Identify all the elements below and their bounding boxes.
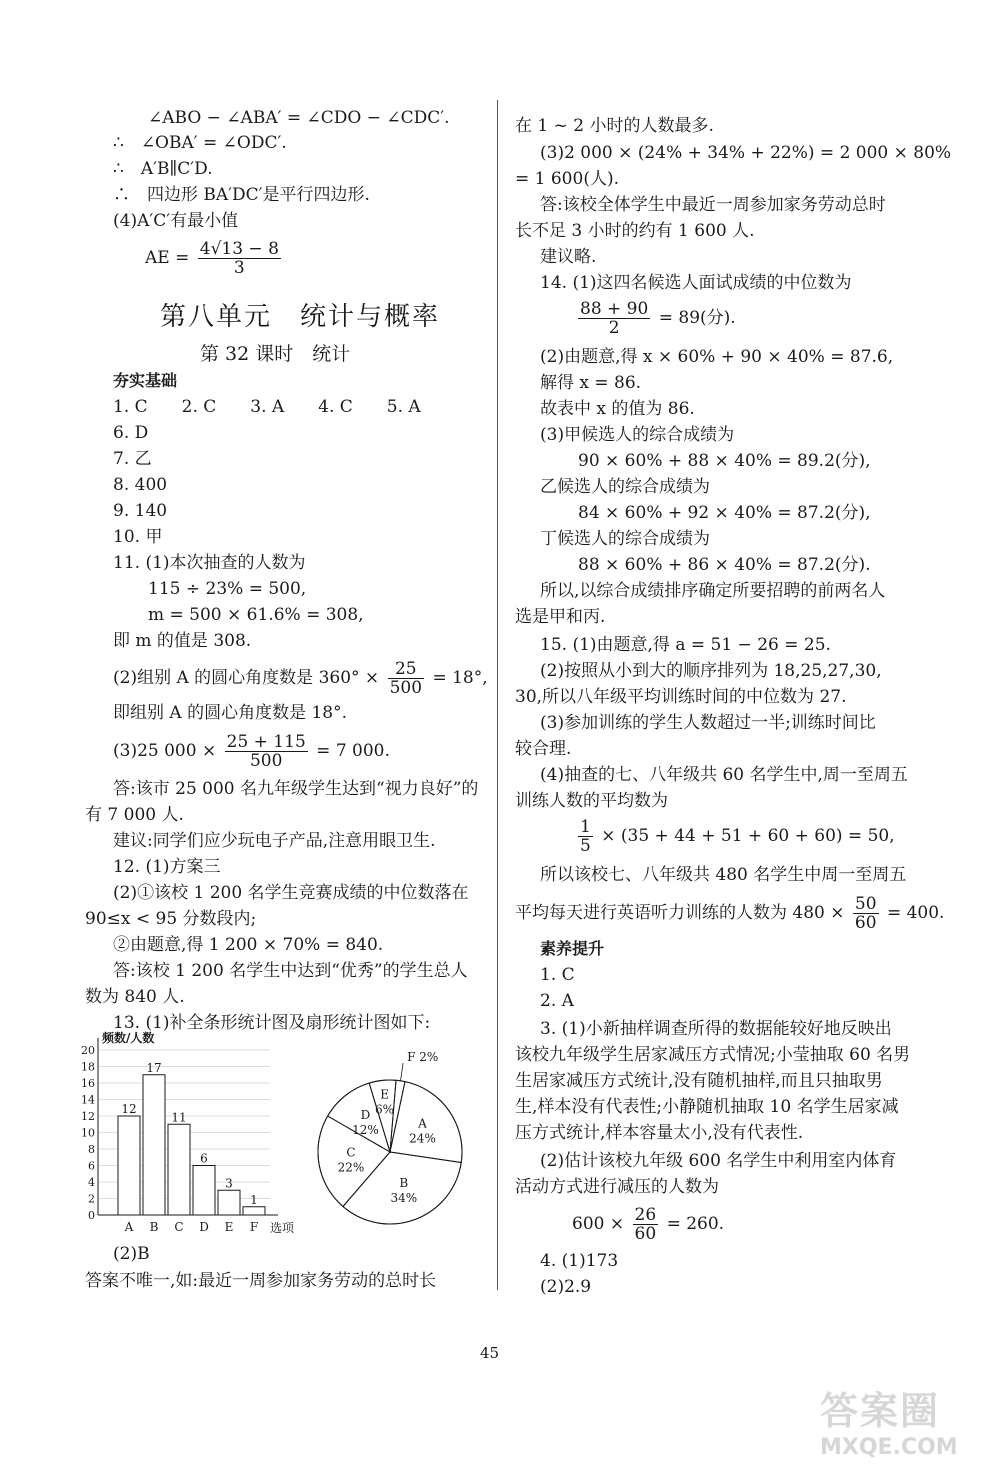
y-tick-label: 10: [81, 1126, 95, 1140]
lesson-title: 第 32 课时 统计: [200, 343, 351, 365]
pie-slice-percent: 24%: [409, 1131, 436, 1146]
answer-11-line-3: m = 500 × 61.6% = 308,: [148, 605, 364, 625]
section-heading-improve: 素养提升: [540, 939, 605, 958]
answer-11-line-8: 答:该市 25 000 名九年级学生达到“视力良好”的: [113, 779, 479, 799]
answer-8: 8. 400: [113, 475, 168, 495]
bar-value-label: 12: [121, 1102, 137, 1116]
numerator: 25: [388, 660, 424, 679]
r-line-15: 84 × 60% + 92 × 40% = 87.2(分),: [578, 503, 871, 523]
s-line-12: (2)2.9: [540, 1277, 592, 1297]
r-line-11: 故表中 x 的值为 86.: [540, 399, 695, 419]
page-number: 45: [480, 1344, 500, 1362]
answer-13-line-3: 答案不唯一,如:最近一周参加家务劳动的总时长: [85, 1271, 437, 1291]
r-line-2: (3)2 000 × (24% + 34% + 22%) = 2 000 × 80%: [540, 143, 952, 163]
bar-value-label: 3: [225, 1176, 233, 1191]
pie-slice-label: D: [360, 1107, 371, 1122]
r-line-14: 乙候选人的综合成绩为: [540, 477, 710, 497]
bar: [218, 1190, 240, 1215]
s-line-10: [572, 1206, 724, 1243]
y-tick-label: 8: [88, 1143, 95, 1156]
watermark: [820, 1380, 990, 1460]
pie-chart: [305, 1049, 480, 1235]
answer-6: 6. D: [113, 423, 149, 443]
pie-slice-label: A: [418, 1116, 427, 1131]
y-tick-label: 16: [81, 1077, 95, 1090]
r-line-23: (3)参加训练的学生人数超过一半;训练时间比: [540, 713, 876, 733]
denominator: 5: [580, 836, 591, 856]
r-line-21: (2)按照从小到大的顺序排列为 18,25,27,30,: [540, 661, 882, 681]
s-line-4: 该校九年级学生居家减压方式情况;小莹抽取 60 名男: [515, 1045, 911, 1065]
answer-11-line-5: [113, 660, 488, 697]
x-tick-label: B: [149, 1220, 159, 1234]
watermark-url: MXQE.COM: [820, 1435, 958, 1460]
y-tick-label: 20: [81, 1044, 95, 1057]
expr-suffix: = 400.: [886, 903, 945, 923]
section-heading-basics: 夯实基础: [113, 371, 178, 390]
denominator: 500: [249, 751, 283, 771]
pie-slice-label: E: [380, 1087, 389, 1102]
y-tick-label: 4: [88, 1176, 95, 1189]
bar-chart: [70, 1030, 310, 1242]
ae-fraction: [198, 240, 281, 277]
proof-line-1: ∠ABO − ∠ABA′ = ∠CDO − ∠CDC′.: [148, 108, 450, 128]
expr-prefix: 600 ×: [572, 1214, 625, 1234]
r-line-17: 88 × 60% + 86 × 40% = 87.2(分).: [578, 555, 871, 575]
s-line-8: (2)估计该校九年级 600 名学生中利用室内体育: [540, 1151, 897, 1171]
proof-line-2: ∴ ∠OBA′ = ∠ODC′.: [113, 133, 287, 153]
pie-slice-percent: 6%: [375, 1102, 395, 1117]
expr-suffix: = 7 000.: [316, 741, 390, 761]
r-line-9: (2)由题意,得 x × 60% + 90 × 40% = 87.6,: [540, 347, 894, 367]
y-tick-label: 14: [81, 1093, 95, 1107]
ae-denominator: 3: [233, 258, 245, 278]
s-line-3: 3. (1)小新抽样调查所得的数据能较好地反映出: [540, 1019, 892, 1039]
expr-prefix: 平均每天进行英语听力训练的人数为 480 ×: [515, 903, 845, 923]
bar: [168, 1124, 190, 1215]
answer-12-line-2: (2)①该校 1 200 名学生竞赛成绩的中位数落在: [113, 883, 469, 903]
r-line-8: [575, 300, 736, 337]
fraction: [578, 300, 650, 337]
r-line-19: 选是甲和丙.: [515, 607, 606, 627]
answer-9: 9. 140: [113, 501, 168, 521]
numerator: 1: [580, 817, 591, 837]
r-line-29: [515, 895, 944, 932]
r-line-24: 较合理.: [515, 739, 572, 759]
proof-line-3: ∴ A′B∥C′D.: [113, 159, 213, 179]
r-line-26: 训练人数的平均数为: [515, 791, 668, 811]
answer-11-line-10: 建议:同学们应少玩电子产品,注意用眼卫生.: [113, 831, 436, 851]
pie-slice-percent: 12%: [352, 1122, 379, 1137]
bar-value-label: 17: [146, 1060, 162, 1075]
bar: [243, 1207, 265, 1215]
s-line-5: 生居家减压方式统计,没有随机抽样,而且只抽取男: [515, 1071, 883, 1091]
proof-line-5: (4)A′C′有最小值: [113, 211, 239, 231]
expr-prefix: (3)25 000 ×: [113, 741, 217, 761]
answer-13-line-2: (2)B: [113, 1244, 150, 1264]
expr-suffix: = 260.: [666, 1214, 725, 1234]
fraction: [578, 818, 593, 855]
fraction: [225, 733, 308, 770]
expr-suffix: = 89(分).: [658, 308, 736, 328]
expr-suffix: × (35 + 44 + 51 + 60 + 60) = 50,: [601, 826, 895, 846]
answer-11-line-6: 即组别 A 的圆心角度数是 18°.: [113, 703, 348, 723]
unit-title: 第八单元 统计与概率: [160, 302, 441, 332]
y-tick-label: 12: [81, 1110, 95, 1123]
r-line-6: 建议略.: [540, 247, 597, 267]
expr-prefix: (2)组别 A 的圆心角度数是 360° ×: [113, 668, 380, 688]
numerator: 88 + 90: [580, 299, 649, 319]
fraction: [853, 895, 879, 932]
expr-suffix: = 18°,: [432, 668, 488, 688]
x-tick-label: A: [124, 1220, 134, 1234]
bar-value-label: 6: [200, 1151, 208, 1166]
pie-slice-percent: 34%: [390, 1191, 418, 1206]
answer-11-line-4: 即 m 的值是 308.: [113, 631, 252, 651]
answer-7: 7. 乙: [113, 449, 152, 469]
pie-slice-label: B: [399, 1176, 409, 1191]
s-line-9: 活动方式进行减压的人数为: [515, 1177, 719, 1197]
r-line-4: 答:该校全体学生中最近一周参加家务劳动总时: [540, 195, 886, 215]
x-tick-label: F: [249, 1220, 259, 1234]
x-tick-label: E: [224, 1220, 234, 1234]
r-line-1: 在 1 ~ 2 小时的人数最多.: [515, 116, 714, 136]
numerator: 50: [854, 894, 877, 914]
s-line-7: 压方式统计,样本容量太小,没有代表性.: [515, 1123, 804, 1143]
bar-value-label: 1: [250, 1192, 258, 1207]
denominator: 500: [389, 678, 423, 698]
r-line-18: 所以,以综合成绩排序确定所要招聘的前两名人: [540, 581, 886, 601]
bar: [193, 1166, 215, 1216]
fraction: [633, 1206, 659, 1243]
ae-lhs: AE =: [145, 248, 190, 268]
y-tick-label: 2: [88, 1192, 95, 1206]
x-axis-label: 选项: [270, 1221, 295, 1235]
s-line-1: 1. C: [540, 965, 575, 985]
bar-value-label: 11: [171, 1110, 187, 1125]
ae-formula: [145, 240, 284, 277]
s-line-11: 4. (1)173: [540, 1251, 619, 1271]
r-line-28: 所以该校七、八年级共 480 名学生中周一至周五: [540, 865, 907, 885]
proof-line-4: ∴ 四边形 BA′DC′是平行四边形.: [113, 185, 370, 205]
r-line-25: (4)抽查的七、八年级共 60 名学生中,周一至周五: [540, 765, 908, 785]
y-tick-label: 6: [88, 1159, 95, 1173]
r-line-3: = 1 600(人).: [515, 169, 619, 189]
r-line-12: (3)甲候选人的综合成绩为: [540, 425, 735, 445]
answer-12-line-1: 12. (1)方案三: [113, 857, 221, 877]
answer-11-line-1: 11. (1)本次抽查的人数为: [113, 553, 306, 573]
x-tick-label: D: [199, 1220, 209, 1234]
s-line-2: 2. A: [540, 991, 574, 1011]
answer-12-line-4: ②由题意,得 1 200 × 70% = 840.: [113, 935, 384, 955]
r-line-27: [575, 818, 895, 855]
r-line-10: 解得 x = 86.: [540, 373, 642, 393]
pie-slice-label: C: [346, 1145, 356, 1160]
answer-11-line-2: 115 ÷ 23% = 500,: [148, 579, 307, 599]
denominator: 2: [608, 318, 620, 338]
watermark-logo: 答案圈: [820, 1389, 941, 1433]
s-line-6: 生,样本没有代表性;小静随机抽取 10 名学生居家减: [515, 1097, 899, 1117]
answer-13-line-1: 13. (1)补全条形统计图及扇形统计图如下:: [113, 1013, 431, 1033]
denominator: 60: [854, 913, 877, 933]
r-line-13: 90 × 60% + 88 × 40% = 89.2(分),: [578, 451, 871, 471]
ae-numerator: 4√13 − 8: [199, 239, 279, 259]
answer-12-line-5: 答:该校 1 200 名学生中达到“优秀”的学生总人: [113, 961, 468, 981]
pie-slice-label: F 2%: [407, 1049, 439, 1064]
y-tick-label: 0: [88, 1209, 95, 1222]
answer-12-line-3: 90≤x < 95 分数段内;: [85, 909, 257, 929]
r-line-7: 14. (1)这四名候选人面试成绩的中位数为: [540, 273, 852, 293]
pie-leader-line: [401, 1063, 404, 1081]
fraction: [388, 660, 424, 697]
answer-11-line-7: [113, 733, 390, 770]
answer-12-line-6: 数为 840 人.: [85, 987, 185, 1007]
denominator: 60: [634, 1224, 657, 1244]
answer-10: 10. 甲: [113, 527, 163, 547]
y-tick-label: 18: [81, 1060, 95, 1074]
numerator: 25 + 115: [226, 732, 306, 752]
r-line-22: 30,所以八年级平均训练时间的中位数为 27.: [515, 687, 847, 707]
answer-1-5: 1. C 2. C 3. A 4. C 5. A: [113, 397, 421, 417]
numerator: 26: [634, 1205, 657, 1225]
bar: [143, 1075, 165, 1215]
r-line-5: 长不足 3 小时的约有 1 600 人.: [515, 221, 755, 241]
column-divider: [497, 100, 498, 1290]
pie-slice-percent: 22%: [337, 1160, 365, 1175]
y-axis-label: 频数/人数: [102, 1031, 155, 1045]
answer-11-line-9: 有 7 000 人.: [85, 805, 184, 825]
r-line-16: 丁候选人的综合成绩为: [540, 529, 710, 549]
bar: [118, 1116, 140, 1215]
x-tick-label: C: [174, 1220, 184, 1234]
r-line-20: 15. (1)由题意,得 a = 51 − 26 = 25.: [540, 635, 831, 655]
